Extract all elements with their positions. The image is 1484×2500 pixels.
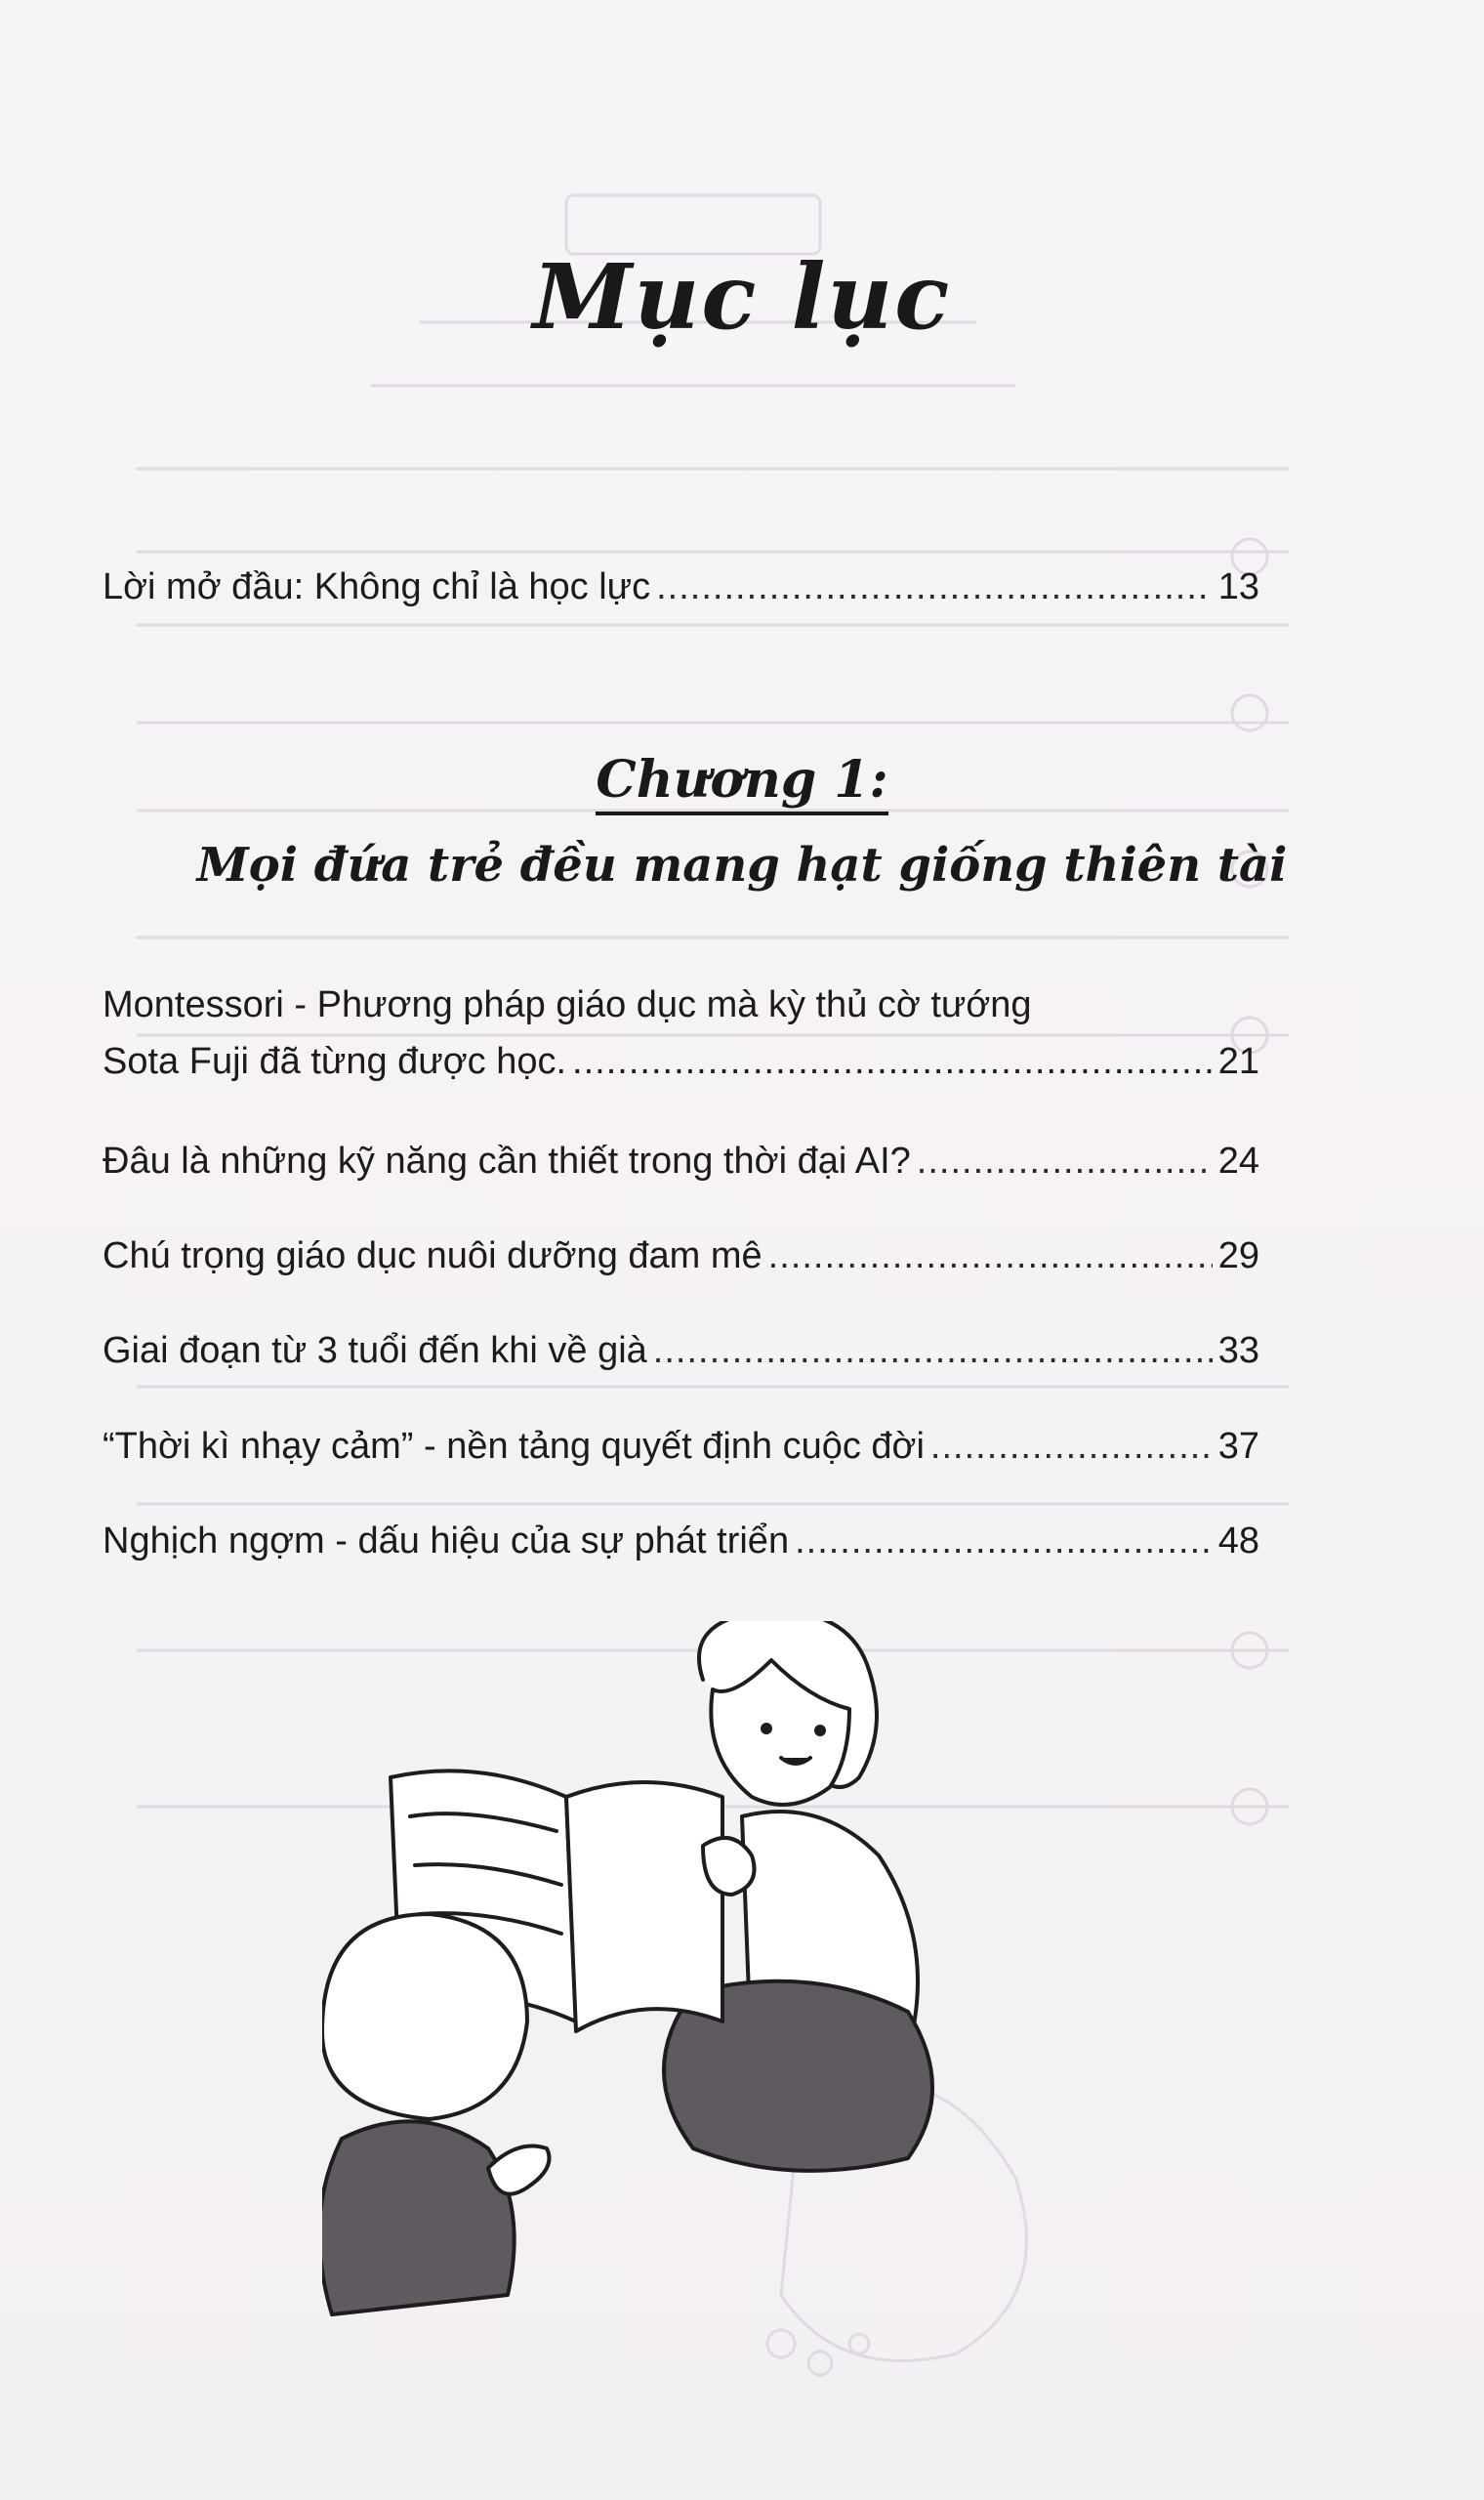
child-body — [322, 2121, 515, 2314]
toc-entry-page: 33 — [1217, 1330, 1259, 1371]
toc-entry-label: Lời mở đầu: Không chỉ là học lực — [103, 566, 651, 607]
chapter-number-label: Chương 1: — [596, 750, 887, 815]
toc-entry-label: Chú trọng giáo dục nuôi dưỡng đam mê — [103, 1235, 763, 1276]
toc-entry-page: 13 — [1217, 566, 1259, 607]
toc-entry-label: Nghịch ngợm - dấu hiệu của sự phát triển — [103, 1521, 790, 1562]
child-arm — [488, 2146, 550, 2194]
toc-entry-page: 24 — [1217, 1141, 1259, 1182]
mother-eye-left — [763, 1725, 770, 1732]
leader-dots — [572, 1033, 1213, 1090]
book-right-page — [566, 1782, 722, 2031]
toc-entry-label: “Thời kì nhạy cảm” - nền tảng quyết định cuộc đời — [103, 1426, 925, 1467]
leader-dots — [656, 559, 1213, 615]
chapter-title: Mọi đứa trẻ đều mang hạt giống thiên tài — [196, 838, 1288, 893]
mother-hand-right — [703, 1838, 755, 1895]
toc-entry-passion[interactable] — [103, 1228, 1259, 1284]
mother-eye-right — [816, 1727, 824, 1734]
toc-entry-page: 48 — [1217, 1521, 1259, 1562]
toc-entry-sensitive-period[interactable] — [103, 1418, 1259, 1475]
toc-entry-label: Đâu là những kỹ năng cần thiết trong thời đại AI? — [103, 1141, 911, 1182]
child-head — [322, 1914, 527, 2119]
toc-entry-montessori[interactable] — [103, 977, 1259, 1090]
toc-entry-page: 21 — [1217, 1041, 1259, 1082]
leader-dots — [653, 1322, 1213, 1379]
toc-entry-page: 29 — [1217, 1235, 1259, 1276]
mother-reading-illustration — [322, 1621, 1123, 2324]
toc-entry-ai-skills[interactable] — [103, 1133, 1259, 1189]
chapter-number — [0, 750, 1484, 810]
leader-dots — [795, 1513, 1213, 1569]
toc-entry-age-stage[interactable] — [103, 1322, 1259, 1379]
toc-entry-mischief[interactable] — [103, 1513, 1259, 1569]
toc-entry-label-line2: Sota Fuji đã từng được học. — [103, 1041, 567, 1082]
leader-dots — [930, 1418, 1213, 1475]
leader-dots — [768, 1228, 1213, 1284]
page-title: Mục lục — [532, 244, 952, 350]
toc-entry-page: 37 — [1217, 1426, 1259, 1467]
toc-entry-intro[interactable] — [103, 559, 1259, 615]
mother-mouth — [781, 1758, 810, 1764]
toc-entry-label: Giai đoạn từ 3 tuổi đến khi về già — [103, 1330, 647, 1371]
toc-entry-line2 — [103, 1033, 1259, 1090]
toc-entry-label-line1: Montessori - Phương pháp giáo dục mà kỳ thủ cờ tướng — [103, 984, 1032, 1025]
leader-dots — [917, 1133, 1213, 1189]
